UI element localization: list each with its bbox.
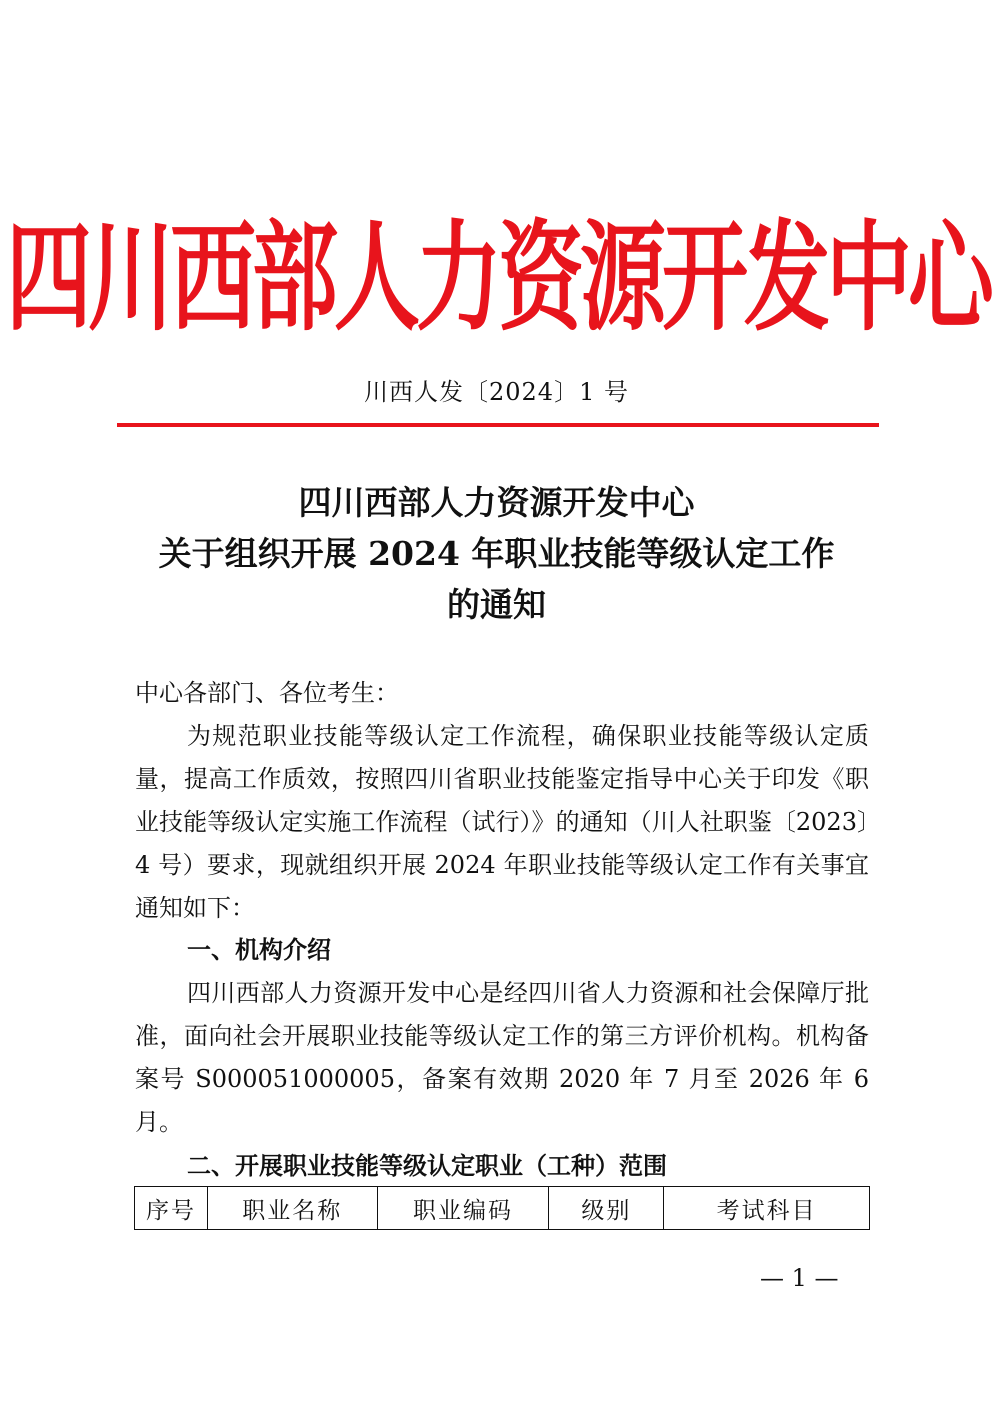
section-1-paragraph: 四川西部人力资源开发中心是经四川省人力资源和社会保障厅批准，面向社会开展职业技能等级认定工作的第三方评价机构。机构备案号 S000051000005，备案有效期 2020 年 7 月至 2026 年 6 月。: [135, 979, 869, 1136]
table-header-row: [135, 1187, 870, 1230]
occupation-table: [134, 1186, 870, 1230]
intro-paragraph: 为规范职业技能等级认定工作流程，确保职业技能等级认定质量，提高工作质效，按照四川省职业技能鉴定指导中心关于印发《职业技能等级认定实施工作流程（试行）》的通知（川人社职鉴〔2023〕4 号）要求，现就组织开展 2024 年职业技能等级认定工作有关事宜通知如下：: [135, 722, 869, 922]
section-1-heading: 一、机构介绍: [187, 936, 331, 964]
issuing-organization-header: 四川西部人力资源开发中心: [6, 210, 990, 349]
salutation: 中心各部门、各位考生：: [135, 679, 399, 707]
title-line-3: 的通知: [447, 585, 546, 624]
title-line-2: 关于组织开展 2024 年职业技能等级认定工作: [158, 534, 835, 573]
document-number: 川西人发〔2024〕1 号: [364, 378, 629, 406]
red-divider-line: [117, 423, 879, 427]
page-number: — 1 —: [760, 1264, 839, 1292]
col-header-occupation-name: 职业名称: [207, 1187, 377, 1230]
col-header-exam-subject: 考试科目: [664, 1187, 870, 1230]
section-2-heading: 二、开展职业技能等级认定职业（工种）范围: [187, 1152, 667, 1180]
title-line-1: 四川西部人力资源开发中心: [298, 483, 695, 522]
col-header-level: 级别: [549, 1187, 664, 1230]
document-title: [0, 477, 993, 630]
col-header-serial: 序号: [135, 1187, 208, 1230]
col-header-occupation-code: 职业编码: [377, 1187, 549, 1230]
